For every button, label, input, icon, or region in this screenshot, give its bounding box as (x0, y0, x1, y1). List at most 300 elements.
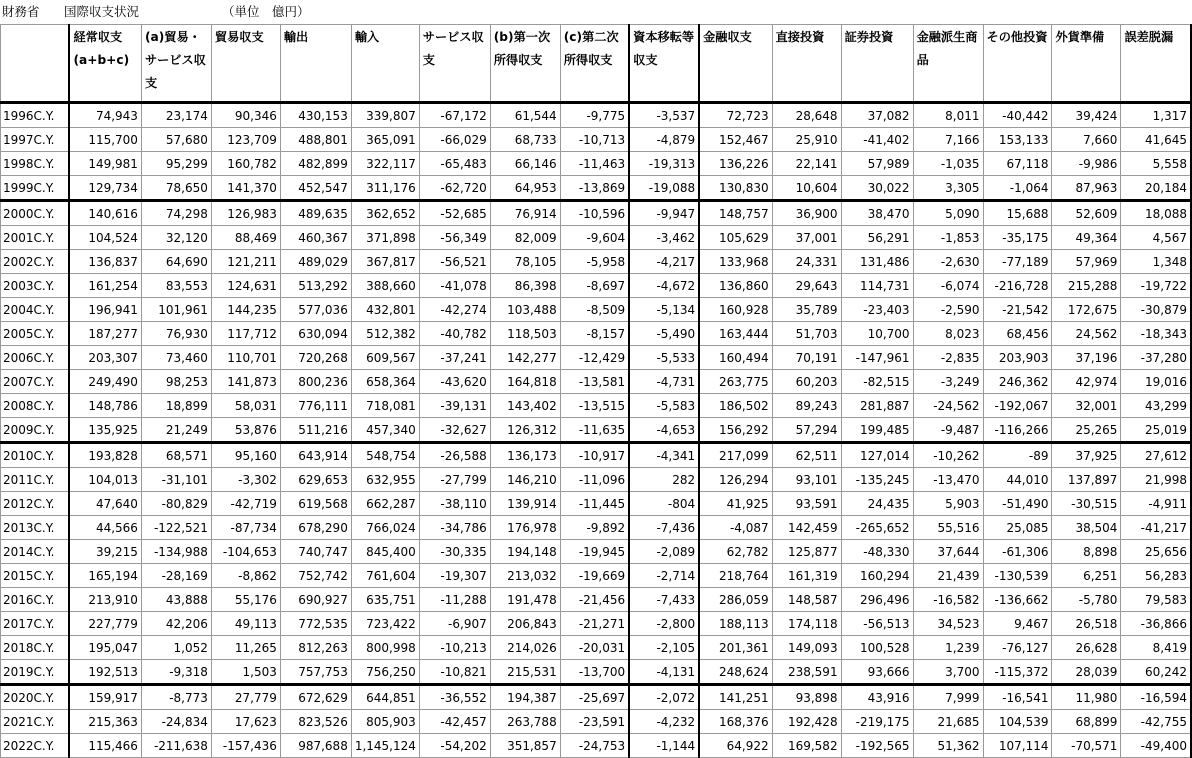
value-cell[interactable]: 36,900 (772, 201, 841, 226)
value-cell[interactable]: -23,591 (560, 710, 629, 734)
year-cell[interactable]: 1996C.Y. (1, 103, 70, 128)
value-cell[interactable]: -65,483 (419, 152, 490, 176)
value-cell[interactable]: -157,436 (211, 734, 280, 758)
value-cell[interactable]: -42,755 (1121, 710, 1191, 734)
value-cell[interactable]: 141,873 (211, 370, 280, 394)
value-cell[interactable]: -24,834 (141, 710, 211, 734)
value-cell[interactable]: 95,299 (141, 152, 211, 176)
value-cell[interactable]: 32,120 (141, 226, 211, 250)
value-cell[interactable]: 139,914 (490, 492, 560, 516)
value-cell[interactable]: -2,089 (629, 540, 699, 564)
value-cell[interactable]: 152,467 (699, 128, 772, 152)
value-cell[interactable]: 136,173 (490, 443, 560, 468)
value-cell[interactable]: 100,528 (841, 636, 913, 660)
value-cell[interactable]: 64,690 (141, 250, 211, 274)
value-cell[interactable]: 339,807 (351, 103, 419, 128)
value-cell[interactable]: 1,503 (211, 660, 280, 685)
value-cell[interactable]: 130,830 (699, 176, 772, 201)
column-header[interactable]: 輸入 (351, 25, 419, 103)
value-cell[interactable]: 156,292 (699, 418, 772, 443)
value-cell[interactable]: 249,490 (69, 370, 141, 394)
value-cell[interactable]: 142,459 (772, 516, 841, 540)
value-cell[interactable]: 662,287 (351, 492, 419, 516)
value-cell[interactable]: -40,442 (983, 103, 1052, 128)
value-cell[interactable]: 104,539 (983, 710, 1052, 734)
value-cell[interactable]: 513,292 (280, 274, 351, 298)
value-cell[interactable]: 37,082 (841, 103, 913, 128)
value-cell[interactable]: 126,983 (211, 201, 280, 226)
value-cell[interactable]: 104,013 (69, 468, 141, 492)
value-cell[interactable]: -21,456 (560, 588, 629, 612)
value-cell[interactable]: 136,837 (69, 250, 141, 274)
year-cell[interactable]: 2009C.Y. (1, 418, 70, 443)
value-cell[interactable]: 218,764 (699, 564, 772, 588)
value-cell[interactable]: 105,629 (699, 226, 772, 250)
value-cell[interactable]: -11,445 (560, 492, 629, 516)
value-cell[interactable]: 25,085 (983, 516, 1052, 540)
value-cell[interactable]: 214,026 (490, 636, 560, 660)
value-cell[interactable]: -2,714 (629, 564, 699, 588)
value-cell[interactable]: -13,515 (560, 394, 629, 418)
value-cell[interactable]: -19,088 (629, 176, 699, 201)
value-cell[interactable]: 131,486 (841, 250, 913, 274)
value-cell[interactable]: 18,899 (141, 394, 211, 418)
value-cell[interactable]: 72,723 (699, 103, 772, 128)
value-cell[interactable]: 56,283 (1121, 564, 1191, 588)
value-cell[interactable]: -9,318 (141, 660, 211, 685)
year-cell[interactable]: 2007C.Y. (1, 370, 70, 394)
value-cell[interactable]: -41,402 (841, 128, 913, 152)
value-cell[interactable]: 629,653 (280, 468, 351, 492)
value-cell[interactable]: -9,775 (560, 103, 629, 128)
value-cell[interactable]: -42,719 (211, 492, 280, 516)
year-cell[interactable]: 2000C.Y. (1, 201, 70, 226)
value-cell[interactable]: 172,675 (1052, 298, 1121, 322)
value-cell[interactable]: 21,998 (1121, 468, 1191, 492)
value-cell[interactable]: -30,515 (1052, 492, 1121, 516)
value-cell[interactable]: -76,127 (983, 636, 1052, 660)
value-cell[interactable]: -10,213 (419, 636, 490, 660)
value-cell[interactable]: -42,274 (419, 298, 490, 322)
value-cell[interactable]: -26,588 (419, 443, 490, 468)
value-cell[interactable]: 196,941 (69, 298, 141, 322)
value-cell[interactable]: 432,801 (351, 298, 419, 322)
value-cell[interactable]: 282 (629, 468, 699, 492)
value-cell[interactable]: -25,697 (560, 685, 629, 710)
value-cell[interactable]: 160,494 (699, 346, 772, 370)
value-cell[interactable]: 174,118 (772, 612, 841, 636)
value-cell[interactable]: -61,306 (983, 540, 1052, 564)
value-cell[interactable]: 4,567 (1121, 226, 1191, 250)
value-cell[interactable]: 7,660 (1052, 128, 1121, 152)
year-cell[interactable]: 2006C.Y. (1, 346, 70, 370)
value-cell[interactable]: -20,031 (560, 636, 629, 660)
value-cell[interactable]: 7,166 (913, 128, 983, 152)
year-cell[interactable]: 2016C.Y. (1, 588, 70, 612)
value-cell[interactable]: 70,191 (772, 346, 841, 370)
value-cell[interactable]: -5,533 (629, 346, 699, 370)
value-cell[interactable]: 28,039 (1052, 660, 1121, 685)
value-cell[interactable]: 56,291 (841, 226, 913, 250)
value-cell[interactable]: 28,648 (772, 103, 841, 128)
value-cell[interactable]: -8,509 (560, 298, 629, 322)
value-cell[interactable]: 8,419 (1121, 636, 1191, 660)
value-cell[interactable]: 191,478 (490, 588, 560, 612)
value-cell[interactable]: 263,775 (699, 370, 772, 394)
value-cell[interactable]: 127,014 (841, 443, 913, 468)
value-cell[interactable]: -42,457 (419, 710, 490, 734)
value-cell[interactable]: 86,398 (490, 274, 560, 298)
year-cell[interactable]: 2001C.Y. (1, 226, 70, 250)
value-cell[interactable]: 201,361 (699, 636, 772, 660)
value-cell[interactable]: 21,249 (141, 418, 211, 443)
value-cell[interactable]: -16,541 (983, 685, 1052, 710)
value-cell[interactable]: -8,697 (560, 274, 629, 298)
value-cell[interactable]: -13,700 (560, 660, 629, 685)
column-header[interactable]: その他投資 (983, 25, 1052, 103)
year-cell[interactable]: 2004C.Y. (1, 298, 70, 322)
value-cell[interactable]: 176,978 (490, 516, 560, 540)
value-cell[interactable]: 188,113 (699, 612, 772, 636)
value-cell[interactable]: 215,288 (1052, 274, 1121, 298)
value-cell[interactable]: -2,072 (629, 685, 699, 710)
value-cell[interactable]: -24,562 (913, 394, 983, 418)
value-cell[interactable]: 1,239 (913, 636, 983, 660)
value-cell[interactable]: -19,307 (419, 564, 490, 588)
value-cell[interactable]: -34,786 (419, 516, 490, 540)
value-cell[interactable]: 10,700 (841, 322, 913, 346)
value-cell[interactable]: 32,001 (1052, 394, 1121, 418)
value-cell[interactable]: 195,047 (69, 636, 141, 660)
value-cell[interactable]: 110,701 (211, 346, 280, 370)
value-cell[interactable]: 11,265 (211, 636, 280, 660)
value-cell[interactable]: -5,134 (629, 298, 699, 322)
value-cell[interactable]: 658,364 (351, 370, 419, 394)
value-cell[interactable]: 812,263 (280, 636, 351, 660)
value-cell[interactable]: 489,635 (280, 201, 351, 226)
value-cell[interactable]: -2,835 (913, 346, 983, 370)
value-cell[interactable]: 5,090 (913, 201, 983, 226)
value-cell[interactable]: -9,947 (629, 201, 699, 226)
value-cell[interactable]: 217,099 (699, 443, 772, 468)
value-cell[interactable]: 5,903 (913, 492, 983, 516)
value-cell[interactable]: -8,157 (560, 322, 629, 346)
value-cell[interactable]: 74,943 (69, 103, 141, 128)
value-cell[interactable]: 95,160 (211, 443, 280, 468)
value-cell[interactable]: 43,916 (841, 685, 913, 710)
value-cell[interactable]: 27,612 (1121, 443, 1191, 468)
value-cell[interactable]: -28,169 (141, 564, 211, 588)
value-cell[interactable]: 186,502 (699, 394, 772, 418)
value-cell[interactable]: 78,650 (141, 176, 211, 201)
column-header[interactable]: (a)貿易・サービス収支 (141, 25, 211, 103)
value-cell[interactable]: 351,857 (490, 734, 560, 758)
value-cell[interactable]: 141,370 (211, 176, 280, 201)
value-cell[interactable]: 756,250 (351, 660, 419, 685)
value-cell[interactable]: 93,666 (841, 660, 913, 685)
value-cell[interactable]: 213,910 (69, 588, 141, 612)
value-cell[interactable]: -9,487 (913, 418, 983, 443)
value-cell[interactable]: -24,753 (560, 734, 629, 758)
column-header[interactable]: 直接投資 (772, 25, 841, 103)
value-cell[interactable]: 213,032 (490, 564, 560, 588)
column-header[interactable]: 誤差脱漏 (1121, 25, 1191, 103)
column-header[interactable]: (c)第二次所得収支 (560, 25, 629, 103)
value-cell[interactable]: -5,490 (629, 322, 699, 346)
value-cell[interactable]: -56,513 (841, 612, 913, 636)
value-cell[interactable]: -16,594 (1121, 685, 1191, 710)
value-cell[interactable]: 118,503 (490, 322, 560, 346)
value-cell[interactable]: 388,660 (351, 274, 419, 298)
value-cell[interactable]: 64,953 (490, 176, 560, 201)
value-cell[interactable]: 194,387 (490, 685, 560, 710)
value-cell[interactable]: 512,382 (351, 322, 419, 346)
value-cell[interactable]: -192,565 (841, 734, 913, 758)
value-cell[interactable]: -5,958 (560, 250, 629, 274)
value-cell[interactable]: 161,254 (69, 274, 141, 298)
value-cell[interactable]: -804 (629, 492, 699, 516)
value-cell[interactable]: 160,928 (699, 298, 772, 322)
value-cell[interactable]: -52,685 (419, 201, 490, 226)
value-cell[interactable]: 199,485 (841, 418, 913, 443)
value-cell[interactable]: 757,753 (280, 660, 351, 685)
value-cell[interactable]: 57,680 (141, 128, 211, 152)
value-cell[interactable]: 723,422 (351, 612, 419, 636)
value-cell[interactable]: 98,253 (141, 370, 211, 394)
value-cell[interactable]: 263,788 (490, 710, 560, 734)
value-cell[interactable]: 192,428 (772, 710, 841, 734)
value-cell[interactable]: 482,899 (280, 152, 351, 176)
value-cell[interactable]: 39,215 (69, 540, 141, 564)
value-cell[interactable]: 630,094 (280, 322, 351, 346)
value-cell[interactable]: -41,217 (1121, 516, 1191, 540)
value-cell[interactable]: 117,712 (211, 322, 280, 346)
value-cell[interactable]: -43,620 (419, 370, 490, 394)
value-cell[interactable]: 136,226 (699, 152, 772, 176)
value-cell[interactable]: 103,488 (490, 298, 560, 322)
value-cell[interactable]: 30,022 (841, 176, 913, 201)
value-cell[interactable]: -130,539 (983, 564, 1052, 588)
value-cell[interactable]: 362,652 (351, 201, 419, 226)
value-cell[interactable]: 800,998 (351, 636, 419, 660)
value-cell[interactable]: 772,535 (280, 612, 351, 636)
value-cell[interactable]: -116,266 (983, 418, 1052, 443)
value-cell[interactable]: 168,376 (699, 710, 772, 734)
value-cell[interactable]: 322,117 (351, 152, 419, 176)
value-cell[interactable]: 88,469 (211, 226, 280, 250)
value-cell[interactable]: 44,010 (983, 468, 1052, 492)
value-cell[interactable]: -4,672 (629, 274, 699, 298)
value-cell[interactable]: -37,241 (419, 346, 490, 370)
value-cell[interactable]: 115,700 (69, 128, 141, 152)
value-cell[interactable]: 7,999 (913, 685, 983, 710)
value-cell[interactable]: 55,176 (211, 588, 280, 612)
value-cell[interactable]: 37,925 (1052, 443, 1121, 468)
value-cell[interactable]: 104,524 (69, 226, 141, 250)
value-cell[interactable]: 148,786 (69, 394, 141, 418)
value-cell[interactable]: -122,521 (141, 516, 211, 540)
value-cell[interactable]: 776,111 (280, 394, 351, 418)
value-cell[interactable]: -1,064 (983, 176, 1052, 201)
value-cell[interactable]: 55,516 (913, 516, 983, 540)
value-cell[interactable]: -3,462 (629, 226, 699, 250)
value-cell[interactable]: 281,887 (841, 394, 913, 418)
value-cell[interactable]: -1,035 (913, 152, 983, 176)
value-cell[interactable]: 121,211 (211, 250, 280, 274)
value-cell[interactable]: 51,703 (772, 322, 841, 346)
value-cell[interactable]: 49,113 (211, 612, 280, 636)
value-cell[interactable]: 457,340 (351, 418, 419, 443)
value-cell[interactable]: 21,439 (913, 564, 983, 588)
value-cell[interactable]: 203,903 (983, 346, 1052, 370)
value-cell[interactable]: 133,968 (699, 250, 772, 274)
value-cell[interactable]: 68,571 (141, 443, 211, 468)
value-cell[interactable]: 577,036 (280, 298, 351, 322)
value-cell[interactable]: -4,653 (629, 418, 699, 443)
value-cell[interactable]: -19,669 (560, 564, 629, 588)
value-cell[interactable]: 26,628 (1052, 636, 1121, 660)
value-cell[interactable]: -3,537 (629, 103, 699, 128)
value-cell[interactable]: 1,317 (1121, 103, 1191, 128)
value-cell[interactable]: -11,096 (560, 468, 629, 492)
value-cell[interactable]: -4,341 (629, 443, 699, 468)
value-cell[interactable]: -9,892 (560, 516, 629, 540)
value-cell[interactable]: -32,627 (419, 418, 490, 443)
value-cell[interactable]: -8,862 (211, 564, 280, 588)
value-cell[interactable]: -2,800 (629, 612, 699, 636)
value-cell[interactable]: -56,349 (419, 226, 490, 250)
value-cell[interactable]: 22,141 (772, 152, 841, 176)
value-cell[interactable]: 163,444 (699, 322, 772, 346)
value-cell[interactable]: 47,640 (69, 492, 141, 516)
value-cell[interactable]: 126,312 (490, 418, 560, 443)
value-cell[interactable]: -39,131 (419, 394, 490, 418)
value-cell[interactable]: -9,986 (1052, 152, 1121, 176)
value-cell[interactable]: 761,604 (351, 564, 419, 588)
value-cell[interactable]: -18,343 (1121, 322, 1191, 346)
value-cell[interactable]: 44,566 (69, 516, 141, 540)
value-cell[interactable]: -2,630 (913, 250, 983, 274)
value-cell[interactable]: 123,709 (211, 128, 280, 152)
value-cell[interactable]: 153,133 (983, 128, 1052, 152)
value-cell[interactable]: 311,176 (351, 176, 419, 201)
value-cell[interactable]: 365,091 (351, 128, 419, 152)
value-cell[interactable]: -37,280 (1121, 346, 1191, 370)
value-cell[interactable]: 206,843 (490, 612, 560, 636)
value-cell[interactable]: 67,118 (983, 152, 1052, 176)
value-cell[interactable]: 42,974 (1052, 370, 1121, 394)
value-cell[interactable]: 66,146 (490, 152, 560, 176)
value-cell[interactable]: 78,105 (490, 250, 560, 274)
value-cell[interactable]: 635,751 (351, 588, 419, 612)
value-cell[interactable]: -3,302 (211, 468, 280, 492)
value-cell[interactable]: 60,242 (1121, 660, 1191, 685)
value-cell[interactable]: -3,249 (913, 370, 983, 394)
value-cell[interactable]: 430,153 (280, 103, 351, 128)
value-cell[interactable]: -216,728 (983, 274, 1052, 298)
value-cell[interactable]: 83,553 (141, 274, 211, 298)
year-cell[interactable]: 2005C.Y. (1, 322, 70, 346)
value-cell[interactable]: 246,362 (983, 370, 1052, 394)
value-cell[interactable]: 93,591 (772, 492, 841, 516)
value-cell[interactable]: 125,877 (772, 540, 841, 564)
value-cell[interactable]: -6,074 (913, 274, 983, 298)
value-cell[interactable]: 286,059 (699, 588, 772, 612)
value-cell[interactable]: 41,925 (699, 492, 772, 516)
value-cell[interactable]: 141,251 (699, 685, 772, 710)
value-cell[interactable]: -19,722 (1121, 274, 1191, 298)
year-cell[interactable]: 1998C.Y. (1, 152, 70, 176)
value-cell[interactable]: 52,609 (1052, 201, 1121, 226)
column-header[interactable]: 外貨準備 (1052, 25, 1121, 103)
value-cell[interactable]: 460,367 (280, 226, 351, 250)
value-cell[interactable]: 248,624 (699, 660, 772, 685)
year-cell[interactable]: 2015C.Y. (1, 564, 70, 588)
year-cell[interactable]: 2013C.Y. (1, 516, 70, 540)
column-header[interactable]: 金融収支 (699, 25, 772, 103)
value-cell[interactable]: 68,899 (1052, 710, 1121, 734)
value-cell[interactable]: -211,638 (141, 734, 211, 758)
column-header[interactable]: (b)第一次所得収支 (490, 25, 560, 103)
value-cell[interactable]: -36,866 (1121, 612, 1191, 636)
value-cell[interactable]: 1,052 (141, 636, 211, 660)
value-cell[interactable]: 718,081 (351, 394, 419, 418)
value-cell[interactable]: -7,433 (629, 588, 699, 612)
value-cell[interactable]: 800,236 (280, 370, 351, 394)
value-cell[interactable]: 124,631 (211, 274, 280, 298)
year-cell[interactable]: 2011C.Y. (1, 468, 70, 492)
value-cell[interactable]: -56,521 (419, 250, 490, 274)
value-cell[interactable]: -19,313 (629, 152, 699, 176)
value-cell[interactable]: -135,245 (841, 468, 913, 492)
value-cell[interactable]: -136,662 (983, 588, 1052, 612)
value-cell[interactable]: 823,526 (280, 710, 351, 734)
year-cell[interactable]: 1999C.Y. (1, 176, 70, 201)
value-cell[interactable]: 8,023 (913, 322, 983, 346)
value-cell[interactable]: -147,961 (841, 346, 913, 370)
value-cell[interactable]: -35,175 (983, 226, 1052, 250)
value-cell[interactable]: 25,019 (1121, 418, 1191, 443)
value-cell[interactable]: 19,016 (1121, 370, 1191, 394)
value-cell[interactable]: -1,144 (629, 734, 699, 758)
value-cell[interactable]: 146,210 (490, 468, 560, 492)
value-cell[interactable]: 11,980 (1052, 685, 1121, 710)
value-cell[interactable]: 64,922 (699, 734, 772, 758)
value-cell[interactable]: 20,184 (1121, 176, 1191, 201)
value-cell[interactable]: -10,596 (560, 201, 629, 226)
value-cell[interactable]: -27,799 (419, 468, 490, 492)
value-cell[interactable]: 37,196 (1052, 346, 1121, 370)
value-cell[interactable]: 62,511 (772, 443, 841, 468)
value-cell[interactable]: -10,713 (560, 128, 629, 152)
value-cell[interactable]: 845,400 (351, 540, 419, 564)
value-cell[interactable]: 3,700 (913, 660, 983, 685)
value-cell[interactable]: 215,363 (69, 710, 141, 734)
value-cell[interactable]: 8,011 (913, 103, 983, 128)
value-cell[interactable]: 89,243 (772, 394, 841, 418)
value-cell[interactable]: -19,945 (560, 540, 629, 564)
value-cell[interactable]: 548,754 (351, 443, 419, 468)
value-cell[interactable]: -38,110 (419, 492, 490, 516)
year-cell[interactable]: 2022C.Y. (1, 734, 70, 758)
value-cell[interactable]: 17,623 (211, 710, 280, 734)
value-cell[interactable]: 609,567 (351, 346, 419, 370)
value-cell[interactable]: -4,232 (629, 710, 699, 734)
value-cell[interactable]: -4,879 (629, 128, 699, 152)
value-cell[interactable]: -21,271 (560, 612, 629, 636)
value-cell[interactable]: -4,131 (629, 660, 699, 685)
value-cell[interactable]: 149,093 (772, 636, 841, 660)
